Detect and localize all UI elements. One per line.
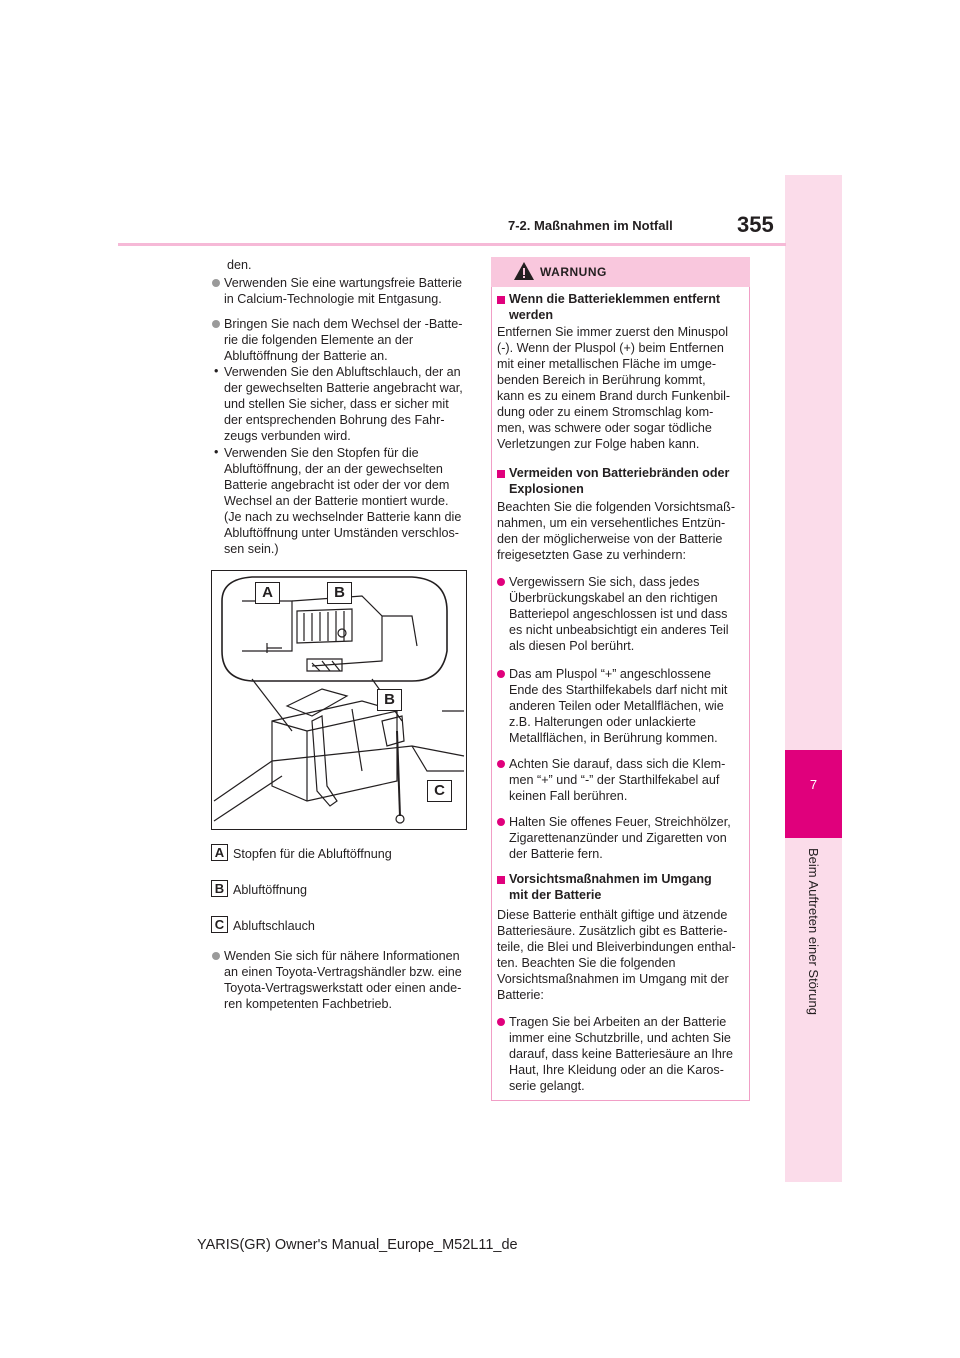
page-number: 355 <box>737 212 774 237</box>
warning-bullet-5: Tragen Sie bei Arbeiten an der Batterie immer eine Schutzbrille, und achten Sie darauf, dass keine Batteriesäure an Ihre Haut, Ihre Kleidung oder an die Karos- serie gelangt. <box>509 1015 734 1093</box>
label-c: C <box>427 780 452 802</box>
section-square-icon <box>497 470 505 478</box>
legend-text-b: Abluftöffnung <box>233 883 307 897</box>
legend-key-b: B <box>211 880 228 897</box>
bullet-icon <box>497 578 505 586</box>
sub-item-2: Verwenden Sie den Stopfen für die Abluftöffnung, der an der gewechselten Batterie angebracht ist oder der vor dem Wechsel an der Batterie montiert wurde. (Je nach zu wechselnder Batterie kann die Abluftöffnung unter Umständen verschlos- sen sein.) <box>224 446 462 556</box>
bullet-icon <box>212 952 220 960</box>
label-b: B <box>327 582 352 604</box>
legend-text-a: Stopfen für die Abluftöffnung <box>233 847 392 861</box>
section-square-icon <box>497 876 505 884</box>
footer-manual-id: YARIS(GR) Owner's Manual_Europe_M52L11_de <box>197 1237 518 1253</box>
bullet-icon <box>497 1018 505 1026</box>
legend-key-c: C <box>211 916 228 933</box>
legend-key-a: A <box>211 844 228 861</box>
warning-heading-3: Vorsichtsmaßnahmen im Umgang mit der Batterie <box>509 872 712 902</box>
warning-bullet-4: Halten Sie offenes Feuer, Streichhölzer, Zigarettenanzünder und Zigaretten von der Batterie fern. <box>509 815 731 861</box>
warning-body-3: Diese Batterie enthält giftige und ätzende Batteriesäure. Zusätzlich gibt es Batterie- teile, die Blei und Bleiverbindungen enthal- ten. Beachten Sie die folgenden Vorsichtsmaßnahmen im Umgang mit der Batterie: <box>497 908 736 1002</box>
header-rule <box>118 243 786 246</box>
sub-bullet-marker: • <box>214 364 219 378</box>
bullet-icon <box>497 670 505 678</box>
legend-text-c: Abluftschlauch <box>233 919 315 933</box>
sub-item-1: Verwenden Sie den Abluftschlauch, der an der gewechselten Batterie angebracht war, und stellen Sie sicher, dass er sicher mit der entsprechenden Bohrung des Fahr- zeugs verbunden wird. <box>224 365 463 443</box>
warning-body-1: Entfernen Sie immer zuerst den Minuspol (-). Wenn der Pluspol (+) beim Entfernen mit einer metallischen Fläche im umge- benden Bereich in Berührung kommt, kann es zu einem Brand durch Funkenbil- dung oder zu einem Stromschlag kom- men, was schwere oder sogar tödliche Verletzungen zur Folge haben kann. <box>497 325 731 451</box>
warning-body-2: Beachten Sie die folgenden Vorsichtsmaß- nahmen, um ein versehentliches Entzün- den der möglicherweise von der Batterie freigesetzten Gase zu verhindern: <box>497 500 736 562</box>
warning-bullet-3: Achten Sie darauf, dass sich die Klem- men “+” und “-” der Starthilfekabel auf keinen Fall berühren. <box>509 757 726 803</box>
bullet-icon <box>212 320 220 328</box>
chapter-title: Beim Auftreten einer Störung <box>806 848 821 1015</box>
bullet-text-2: Bringen Sie nach dem Wechsel der -Batte- rie die folgenden Elemente an der Abluftöffnung der Batterie an. <box>224 317 463 363</box>
sub-bullet-marker: • <box>214 445 219 459</box>
final-bullet-text: Wenden Sie sich für nähere Informationen an einen Toyota-Vertragshändler bzw. eine Toyota-Vertragswerkstatt oder einen ande- ren kompetenten Fachbetrieb. <box>224 949 462 1011</box>
warning-heading-1: Wenn die Batterieklemmen entfernt werden <box>509 292 721 322</box>
section-square-icon <box>497 296 505 304</box>
warning-bullet-2: Das am Pluspol “+” angeschlossene Ende des Starthilfekabels darf nicht mit anderen Teilen oder Metallflächen, wie z.B. Halterungen oder unlackierte Metallflächen, in Berührung kommen. <box>509 667 728 745</box>
bullet-icon <box>212 279 220 287</box>
warning-heading-2: Vermeiden von Batteriebränden oder Explosionen <box>509 466 730 496</box>
continued-text: den. <box>227 258 252 272</box>
chapter-side-tab <box>785 175 842 1182</box>
bullet-icon <box>497 760 505 768</box>
chapter-number-block <box>785 750 842 838</box>
warning-bullet-1: Vergewissern Sie sich, dass jedes Überbrückungskabel an den richtigen Batteriepol angeschlossen ist und dass es nicht unbeabsichtigt ein anderes Teil als diesen Pol berührt. <box>509 575 729 653</box>
battery-illustration <box>211 570 467 830</box>
warning-triangle-icon <box>513 261 535 281</box>
label-a: A <box>255 582 280 604</box>
label-b-lower: B <box>377 689 402 711</box>
bullet-text-1: Verwenden Sie eine wartungsfreie Batterie in Calcium-Technologie mit Entgasung. <box>224 276 463 306</box>
chapter-number: 7 <box>809 777 818 792</box>
section-title: 7-2. Maßnahmen im Notfall <box>508 218 673 233</box>
warning-title: WARNUNG <box>540 265 607 279</box>
bullet-icon <box>497 818 505 826</box>
